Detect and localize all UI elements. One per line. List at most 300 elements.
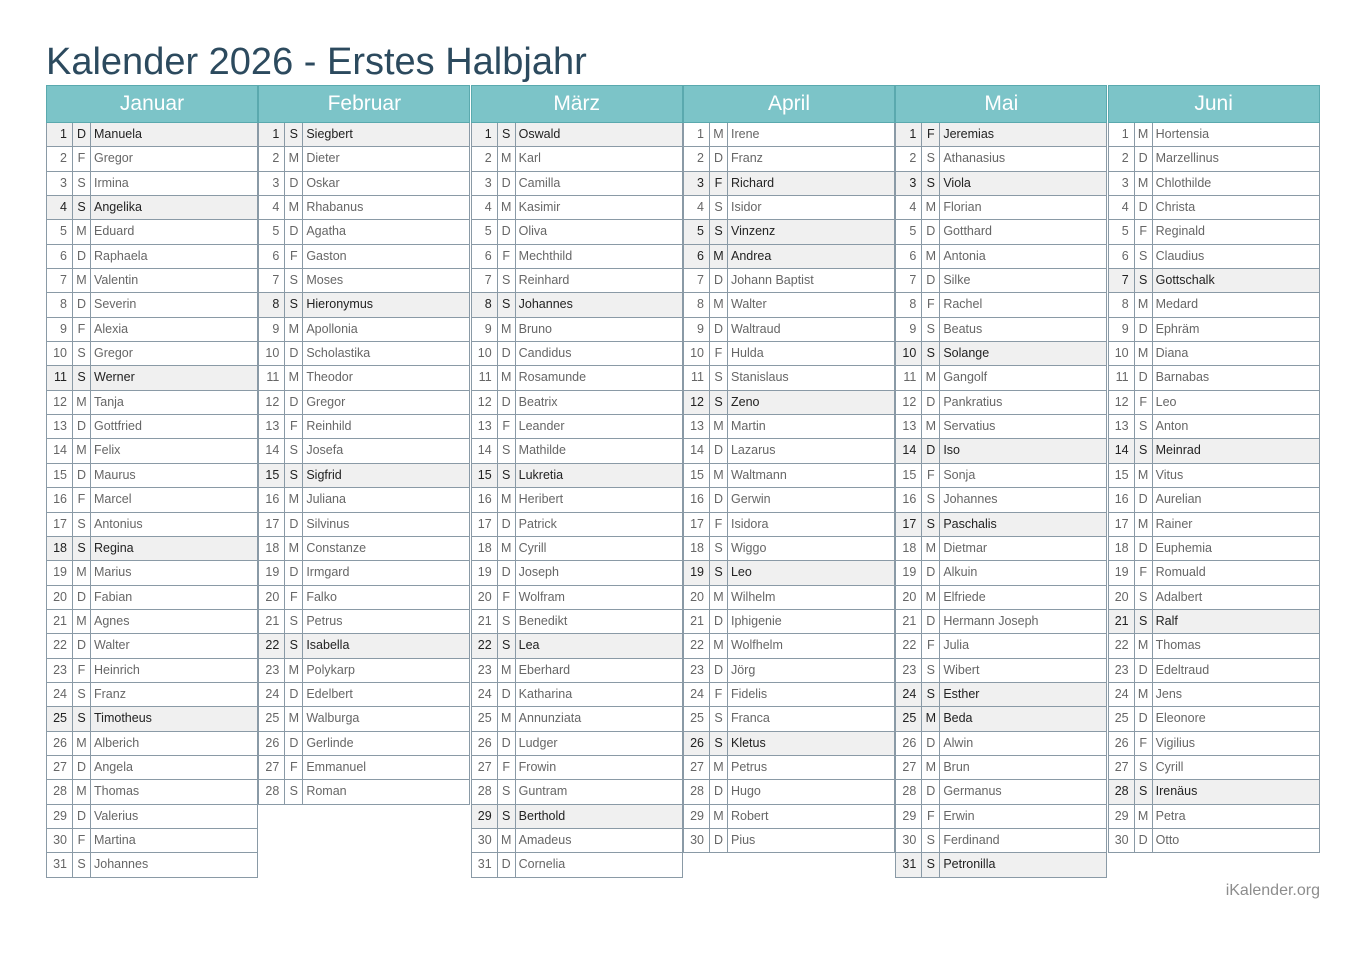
day-number: 7 [896,269,922,292]
day-row [683,196,895,220]
weekday-letter: S [498,634,516,657]
day-number: 20 [1109,586,1135,609]
weekday-letter: M [1135,123,1153,146]
weekday-letter: M [498,537,516,560]
weekday-letter: F [285,245,303,268]
day-row [1108,147,1320,171]
name-day: Andrea [730,248,772,263]
day-row [46,829,258,853]
name-day: Waltraud [730,321,781,336]
name-day: Guntram [518,784,568,799]
day-row [46,610,258,634]
day-row [258,610,470,634]
day-number: 14 [684,439,710,462]
name-day: Franz [94,686,126,701]
weekday-letter: M [73,391,91,414]
day-number: 6 [47,245,73,268]
name-day: Reinhard [518,273,570,288]
day-number: 28 [259,780,285,803]
weekday-letter: M [710,805,728,828]
name-day: Jens [1155,686,1183,701]
weekday-letter: D [922,561,940,584]
name-day: Agnes [94,613,130,628]
name-day: Gottschalk [1155,273,1215,288]
name-day: Waltmann [730,467,787,482]
page-title: Kalender 2026 - Erstes Halbjahr [46,41,587,83]
weekday-letter: S [710,732,728,755]
name-day: Heribert [518,492,564,507]
weekday-letter: F [710,172,728,195]
day-number: 11 [896,366,922,389]
weekday-letter: S [922,342,940,365]
day-number: 13 [1109,415,1135,438]
day-number: 23 [1109,659,1135,682]
day-row [46,659,258,683]
day-number: 21 [259,610,285,633]
day-row [471,610,683,634]
day-row [471,220,683,244]
weekday-letter: S [922,147,940,170]
day-row [1108,220,1320,244]
day-row [471,537,683,561]
day-row [1108,342,1320,366]
day-row [683,147,895,171]
day-number: 1 [259,123,285,146]
day-row [683,780,895,804]
day-number: 23 [47,659,73,682]
name-day: Vitus [1155,467,1184,482]
day-row [1108,756,1320,780]
weekday-letter: M [498,196,516,219]
name-day: Tanja [94,394,124,409]
day-row [1108,586,1320,610]
day-number: 6 [1109,245,1135,268]
weekday-letter: D [498,561,516,584]
day-row [895,488,1107,512]
day-number: 17 [1109,513,1135,536]
weekday-letter: M [710,123,728,146]
day-row [895,439,1107,463]
weekday-letter: D [285,220,303,243]
day-row [46,415,258,439]
weekday-letter: D [498,513,516,536]
weekday-letter: D [922,269,940,292]
name-day: Solange [943,346,990,361]
name-day: Lea [518,638,540,653]
day-number: 1 [472,123,498,146]
day-row [46,756,258,780]
day-row [258,586,470,610]
day-row [683,805,895,829]
day-row [1108,318,1320,342]
day-number: 24 [259,683,285,706]
day-row [258,683,470,707]
weekday-letter: D [1135,707,1153,730]
day-row [471,707,683,731]
name-day: Oswald [518,127,561,141]
day-number: 12 [259,391,285,414]
day-row [471,269,683,293]
name-day: Edeltraud [1155,662,1210,677]
day-row [258,342,470,366]
day-row [1108,829,1320,853]
day-row [1108,537,1320,561]
day-number: 26 [1109,732,1135,755]
name-day: Fidelis [730,686,768,701]
month-column [258,85,470,805]
name-day: Zeno [730,394,760,409]
day-row [46,586,258,610]
name-day: Agatha [306,224,346,239]
name-day: Silvinus [306,516,350,531]
day-row [895,853,1107,877]
weekday-letter: F [922,634,940,657]
weekday-letter: M [922,707,940,730]
day-number: 14 [472,439,498,462]
weekday-letter: S [73,366,91,389]
weekday-letter: S [1135,780,1153,803]
day-number: 5 [1109,220,1135,243]
day-row [46,147,258,171]
name-day: Viola [943,175,971,190]
weekday-letter: F [1135,220,1153,243]
day-row [258,172,470,196]
weekday-letter: D [498,220,516,243]
name-day: Ludger [518,735,558,750]
day-row [683,439,895,463]
day-number: 21 [1109,610,1135,633]
weekday-letter: S [710,196,728,219]
day-number: 4 [1109,196,1135,219]
day-row [46,707,258,731]
day-number: 7 [472,269,498,292]
weekday-letter: M [710,464,728,487]
month-column [895,85,1107,878]
weekday-letter: M [1135,342,1153,365]
weekday-letter: D [285,561,303,584]
day-number: 30 [684,829,710,852]
weekday-letter: M [498,147,516,170]
day-number: 11 [684,366,710,389]
name-day: Wolfram [518,589,565,604]
day-number: 25 [472,707,498,730]
name-day: Pankratius [943,394,1003,409]
day-row [471,196,683,220]
day-number: 20 [896,586,922,609]
name-day: Valentin [94,273,139,288]
day-row [1108,488,1320,512]
day-row [258,439,470,463]
weekday-letter: S [710,220,728,243]
name-day: Sonja [943,467,976,482]
day-number: 19 [684,561,710,584]
weekday-letter: D [710,147,728,170]
day-number: 21 [896,610,922,633]
day-number: 23 [684,659,710,682]
day-number: 5 [47,220,73,243]
weekday-letter: M [285,196,303,219]
weekday-letter: M [498,659,516,682]
day-row [683,707,895,731]
day-number: 22 [47,634,73,657]
day-number: 14 [896,439,922,462]
day-row [895,513,1107,537]
month-header: März [471,85,683,123]
day-number: 19 [259,561,285,584]
day-row [46,391,258,415]
name-day: Annunziata [518,711,582,726]
day-row [258,659,470,683]
day-row [1108,439,1320,463]
day-number: 3 [1109,172,1135,195]
day-number: 24 [684,683,710,706]
day-number: 18 [259,537,285,560]
day-number: 5 [259,220,285,243]
name-day: Robert [730,808,769,823]
day-number: 2 [259,147,285,170]
day-number: 11 [472,366,498,389]
weekday-letter: D [922,439,940,462]
day-row [46,464,258,488]
name-day: Marcel [94,492,132,507]
day-number: 8 [1109,293,1135,316]
weekday-letter: D [73,756,91,779]
weekday-letter: S [285,610,303,633]
name-day: Iphigenie [730,613,782,628]
day-row [258,415,470,439]
day-row [258,732,470,756]
name-day: Timotheus [94,711,152,726]
day-row [1108,683,1320,707]
day-row [258,464,470,488]
day-number: 16 [896,488,922,511]
weekday-letter: F [1135,391,1153,414]
name-day: Alwin [943,735,974,750]
weekday-letter: D [922,391,940,414]
day-row [683,123,895,147]
day-row [258,220,470,244]
day-row [683,732,895,756]
day-row [1108,464,1320,488]
name-day: Franz [730,151,763,166]
day-row [471,586,683,610]
day-row [471,342,683,366]
weekday-letter: F [498,415,516,438]
day-number: 18 [47,537,73,560]
weekday-letter: D [498,342,516,365]
name-day: Servatius [943,419,996,434]
day-number: 1 [684,123,710,146]
weekday-letter: M [498,366,516,389]
name-day: Antonius [94,516,143,531]
day-number: 22 [1109,634,1135,657]
day-row [258,123,470,147]
name-day: Marzellinus [1155,151,1219,166]
day-number: 27 [259,756,285,779]
name-day: Otto [1155,832,1180,847]
day-number: 22 [472,634,498,657]
name-day: Hugo [730,784,761,799]
day-number: 17 [684,513,710,536]
weekday-letter: D [285,172,303,195]
name-day: Hortensia [1155,127,1210,141]
day-row [683,756,895,780]
day-row [1108,513,1320,537]
weekday-letter: F [498,756,516,779]
day-row [683,293,895,317]
day-number: 27 [47,756,73,779]
name-day: Johannes [94,857,149,872]
day-row [895,293,1107,317]
day-row [46,318,258,342]
weekday-letter: D [498,391,516,414]
day-row [471,659,683,683]
day-number: 30 [1109,829,1135,852]
day-row [895,586,1107,610]
name-day: Gregor [94,151,133,166]
day-number: 14 [1109,439,1135,462]
name-day: Paschalis [943,516,997,531]
weekday-letter: M [73,220,91,243]
weekday-letter: S [922,659,940,682]
day-row [258,293,470,317]
day-number: 25 [1109,707,1135,730]
weekday-letter: M [285,318,303,341]
weekday-letter: M [285,707,303,730]
name-day: Irenäus [1155,784,1198,799]
day-row [471,245,683,269]
day-number: 18 [472,537,498,560]
day-number: 9 [1109,318,1135,341]
weekday-letter: D [498,172,516,195]
day-number: 26 [472,732,498,755]
name-day: Petrus [306,613,343,628]
day-number: 1 [47,123,73,146]
name-day: Camilla [518,175,561,190]
name-day: Karl [518,151,541,166]
day-number: 12 [896,391,922,414]
day-number: 17 [259,513,285,536]
day-number: 7 [1109,269,1135,292]
day-row [46,853,258,877]
day-number: 27 [472,756,498,779]
weekday-letter: S [922,513,940,536]
weekday-letter: M [710,293,728,316]
weekday-letter: F [498,586,516,609]
name-day: Patrick [518,516,557,531]
name-day: Thomas [94,784,140,799]
weekday-letter: M [73,269,91,292]
day-number: 9 [896,318,922,341]
name-day: Amadeus [518,832,572,847]
day-number: 9 [472,318,498,341]
day-number: 17 [896,513,922,536]
day-row [471,780,683,804]
day-row [46,269,258,293]
day-number: 25 [684,707,710,730]
weekday-letter: D [73,634,91,657]
name-day: Alberich [94,735,140,750]
name-day: Chlothilde [1155,175,1212,190]
weekday-letter: M [285,488,303,511]
day-row [471,513,683,537]
month-header: Juni [1108,85,1320,123]
day-number: 23 [472,659,498,682]
day-number: 13 [259,415,285,438]
name-day: Irmgard [306,565,350,580]
day-row [471,391,683,415]
weekday-letter: D [73,464,91,487]
weekday-letter: F [73,318,91,341]
name-day: Gregor [94,346,133,361]
weekday-letter: D [73,245,91,268]
weekday-letter: D [922,610,940,633]
weekday-letter: F [922,464,940,487]
day-number: 18 [1109,537,1135,560]
weekday-letter: S [73,707,91,730]
weekday-letter: S [73,172,91,195]
weekday-letter: F [710,513,728,536]
day-row [46,488,258,512]
weekday-letter: D [710,659,728,682]
weekday-letter: S [1135,756,1153,779]
day-row [1108,366,1320,390]
name-day: Sigfrid [306,467,342,482]
day-number: 8 [684,293,710,316]
day-row [46,172,258,196]
day-number: 11 [47,366,73,389]
day-row [258,561,470,585]
weekday-letter: S [285,439,303,462]
name-day: Petra [1155,808,1186,823]
day-number: 24 [896,683,922,706]
calendar-grid [46,85,1320,879]
day-row [471,172,683,196]
day-number: 10 [684,342,710,365]
day-row [1108,293,1320,317]
day-row [1108,805,1320,829]
day-number: 6 [684,245,710,268]
name-day: Roman [306,784,347,799]
name-day: Wolfhelm [730,638,783,653]
weekday-letter: D [285,732,303,755]
name-day: Gottfried [94,419,142,434]
day-row [258,269,470,293]
name-day: Benedikt [518,613,568,628]
weekday-letter: S [922,488,940,511]
month-column [471,85,683,878]
day-row [258,318,470,342]
weekday-letter: S [922,172,940,195]
day-number: 17 [47,513,73,536]
weekday-letter: S [73,342,91,365]
day-row [895,196,1107,220]
name-day: Falko [306,589,337,604]
name-day: Polykarp [306,662,355,677]
day-row [895,756,1107,780]
day-number: 13 [472,415,498,438]
weekday-letter: M [498,829,516,852]
day-number: 4 [684,196,710,219]
day-row [258,756,470,780]
name-day: Raphaela [94,248,148,263]
name-day: Cornelia [518,857,566,872]
weekday-letter: D [710,488,728,511]
day-number: 4 [47,196,73,219]
day-row [46,439,258,463]
day-number: 8 [472,293,498,316]
day-row [895,342,1107,366]
